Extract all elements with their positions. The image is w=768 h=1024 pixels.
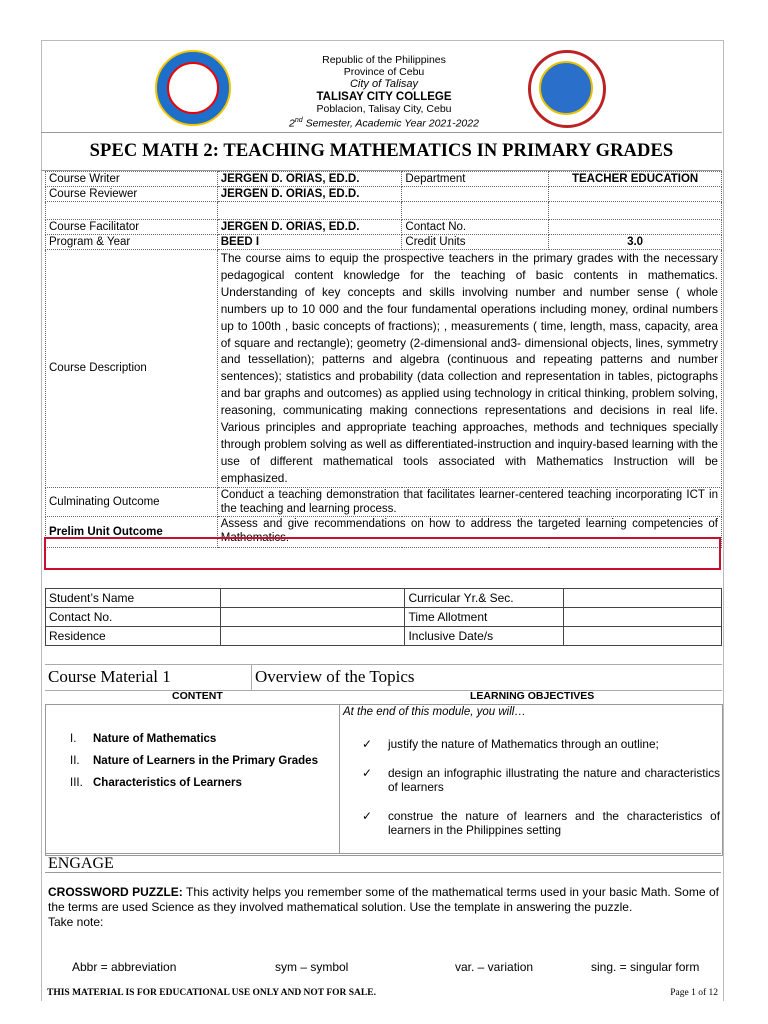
course-material-bar	[45, 664, 722, 691]
student-contact-label: Contact No.	[46, 608, 221, 627]
crossword-instructions	[48, 885, 719, 930]
program-value: BEED I	[217, 235, 402, 250]
course-description: The course aims to equip the prospective teachers in the primary grades with the necessary pedagogical content knowledge for the teaching of basic contents in mathematics. Understanding of key concepts and skills involving number and number sense ( whole numbers up to 10 000 and the four fundamental operations including money, ordinal numbers up to 100th , basic concepts of fractions); , measurements ( time, length, mass, capacity, area of square and rectangle); geometry (2-dimensional and3- dimensional objects, lines, symmetry and tessellation); patterns and algebra (continuous and repeating patterns and number sentences); statistics and probability (data collection and representation in tables, pictographs and bar graphs and outcomes) as applied using technology in critical thinking, problem solving, reasoning, communicating making connections representations and decisions in real life. Various principles and appropriate teaching approaches, methods and techniques specially through problem solving as well as differentiated-instruction and inquiry-based learning with the use of different mathematical tools associated with Mathematics Instruction will be emphasized.	[217, 250, 721, 488]
letterhead-line: Province of Cebu	[343, 66, 425, 79]
abbreviation-note: sym – symbol	[275, 960, 349, 974]
objectives-header: LEARNING OBJECTIVES	[470, 690, 595, 702]
course-reviewer-value: JERGEN D. ORIAS, ED.D.	[217, 187, 402, 202]
letterhead	[0, 54, 768, 130]
department-label: Department	[402, 172, 549, 187]
contact-value	[549, 220, 722, 235]
student-info-table	[45, 588, 722, 646]
footer-notice: THIS MATERIAL IS FOR EDUCATIONAL USE ONLY AND NOT FOR SALE.	[47, 988, 376, 998]
take-note: Take note:	[48, 915, 104, 929]
abbreviation-note: Abbr = abbreviation	[72, 960, 177, 974]
crossword-label: CROSSWORD PUZZLE:	[48, 885, 183, 899]
objectives-intro: At the end of this module, you will…	[343, 706, 526, 718]
objective-item: ✓ design an infographic illustrating the nature and characteristics of learners	[362, 766, 720, 794]
course-material-title: Overview of the Topics	[255, 667, 415, 686]
course-reviewer-label: Course Reviewer	[46, 187, 218, 202]
page-number: Page 1 of 12	[670, 988, 718, 998]
semester-line: 2nd Semester, Academic Year 2021-2022	[289, 117, 479, 130]
residence-field[interactable]	[220, 627, 405, 646]
letterhead-line: Republic of the Philippines	[322, 54, 446, 66]
checkmark-icon: ✓	[362, 809, 372, 823]
prelim-label: Prelim Unit Outcome	[46, 516, 218, 547]
course-writer-value: JERGEN D. ORIAS, ED.D.	[217, 172, 402, 187]
divider	[251, 665, 252, 690]
abbreviation-note: var. – variation	[455, 960, 534, 974]
curricular-field[interactable]	[564, 589, 722, 608]
topic-list	[70, 728, 318, 794]
culminating-label: Culminating Outcome	[46, 487, 218, 516]
content-header: CONTENT	[172, 690, 223, 702]
time-allotment-field[interactable]	[564, 608, 722, 627]
prelim-outcome: Assess and give recommendations on how to address the targeted learning competencies of Mathematics.	[217, 516, 721, 547]
list-item: III. Characteristics of Learners	[70, 777, 242, 789]
spacer-cell	[402, 202, 549, 220]
course-material-label: Course Material 1	[48, 667, 171, 686]
spacer-cell	[46, 202, 218, 220]
course-facilitator-label: Course Facilitator	[46, 220, 218, 235]
checkmark-icon: ✓	[362, 766, 372, 780]
description-label: Course Description	[46, 250, 218, 488]
curricular-label: Curricular Yr.& Sec.	[405, 589, 564, 608]
letterhead-address: Poblacion, Talisay City, Cebu	[316, 102, 452, 115]
department-value: TEACHER EDUCATION	[549, 172, 722, 187]
spacer-cell	[217, 202, 402, 220]
divider	[339, 704, 340, 854]
empty-cell	[402, 187, 549, 202]
course-info-table	[45, 171, 722, 548]
institution-name: TALISAY CITY COLLEGE	[316, 90, 452, 103]
credit-label: Credit Units	[402, 235, 549, 250]
spacer-cell	[549, 202, 722, 220]
crossword-text: This activity helps you remember some of the mathematical terms used in your basic Math. Some of the terms are used Science as they involved mathematical solution. Use the template in answering the puzzle.	[48, 885, 719, 914]
time-allotment-label: Time Allotment	[405, 608, 564, 627]
list-item: II. Nature of Learners in the Primary Grades	[70, 755, 318, 767]
objective-item: ✓ justify the nature of Mathematics through an outline;	[362, 737, 659, 751]
dates-label: Inclusive Date/s	[405, 627, 564, 646]
student-contact-field[interactable]	[220, 608, 405, 627]
engage-heading: ENGAGE	[45, 853, 721, 873]
contact-label: Contact No.	[402, 220, 549, 235]
dates-field[interactable]	[564, 627, 722, 646]
student-name-field[interactable]	[220, 589, 405, 608]
course-facilitator-value: JERGEN D. ORIAS, ED.D.	[217, 220, 402, 235]
course-writer-label: Course Writer	[46, 172, 218, 187]
program-label: Program & Year	[46, 235, 218, 250]
empty-cell	[549, 187, 722, 202]
student-name-label: Student’s Name	[46, 589, 221, 608]
page-title: SPEC MATH 2: TEACHING MATHEMATICS IN PRIMARY GRADES	[41, 132, 722, 171]
list-item: I. Nature of Mathematics	[70, 733, 217, 745]
checkmark-icon: ✓	[362, 737, 372, 751]
letterhead-city: City of Talisay	[349, 78, 419, 91]
culminating-outcome: Conduct a teaching demonstration that facilitates learner-centered teaching incorporating ICT in the teaching and learning process.	[217, 487, 721, 516]
residence-label: Residence	[46, 627, 221, 646]
abbreviation-note: sing. = singular form	[591, 960, 700, 974]
credit-value: 3.0	[549, 235, 722, 250]
objective-item: ✓ construe the nature of learners and the characteristics of learners in the Philippines setting	[362, 809, 720, 837]
